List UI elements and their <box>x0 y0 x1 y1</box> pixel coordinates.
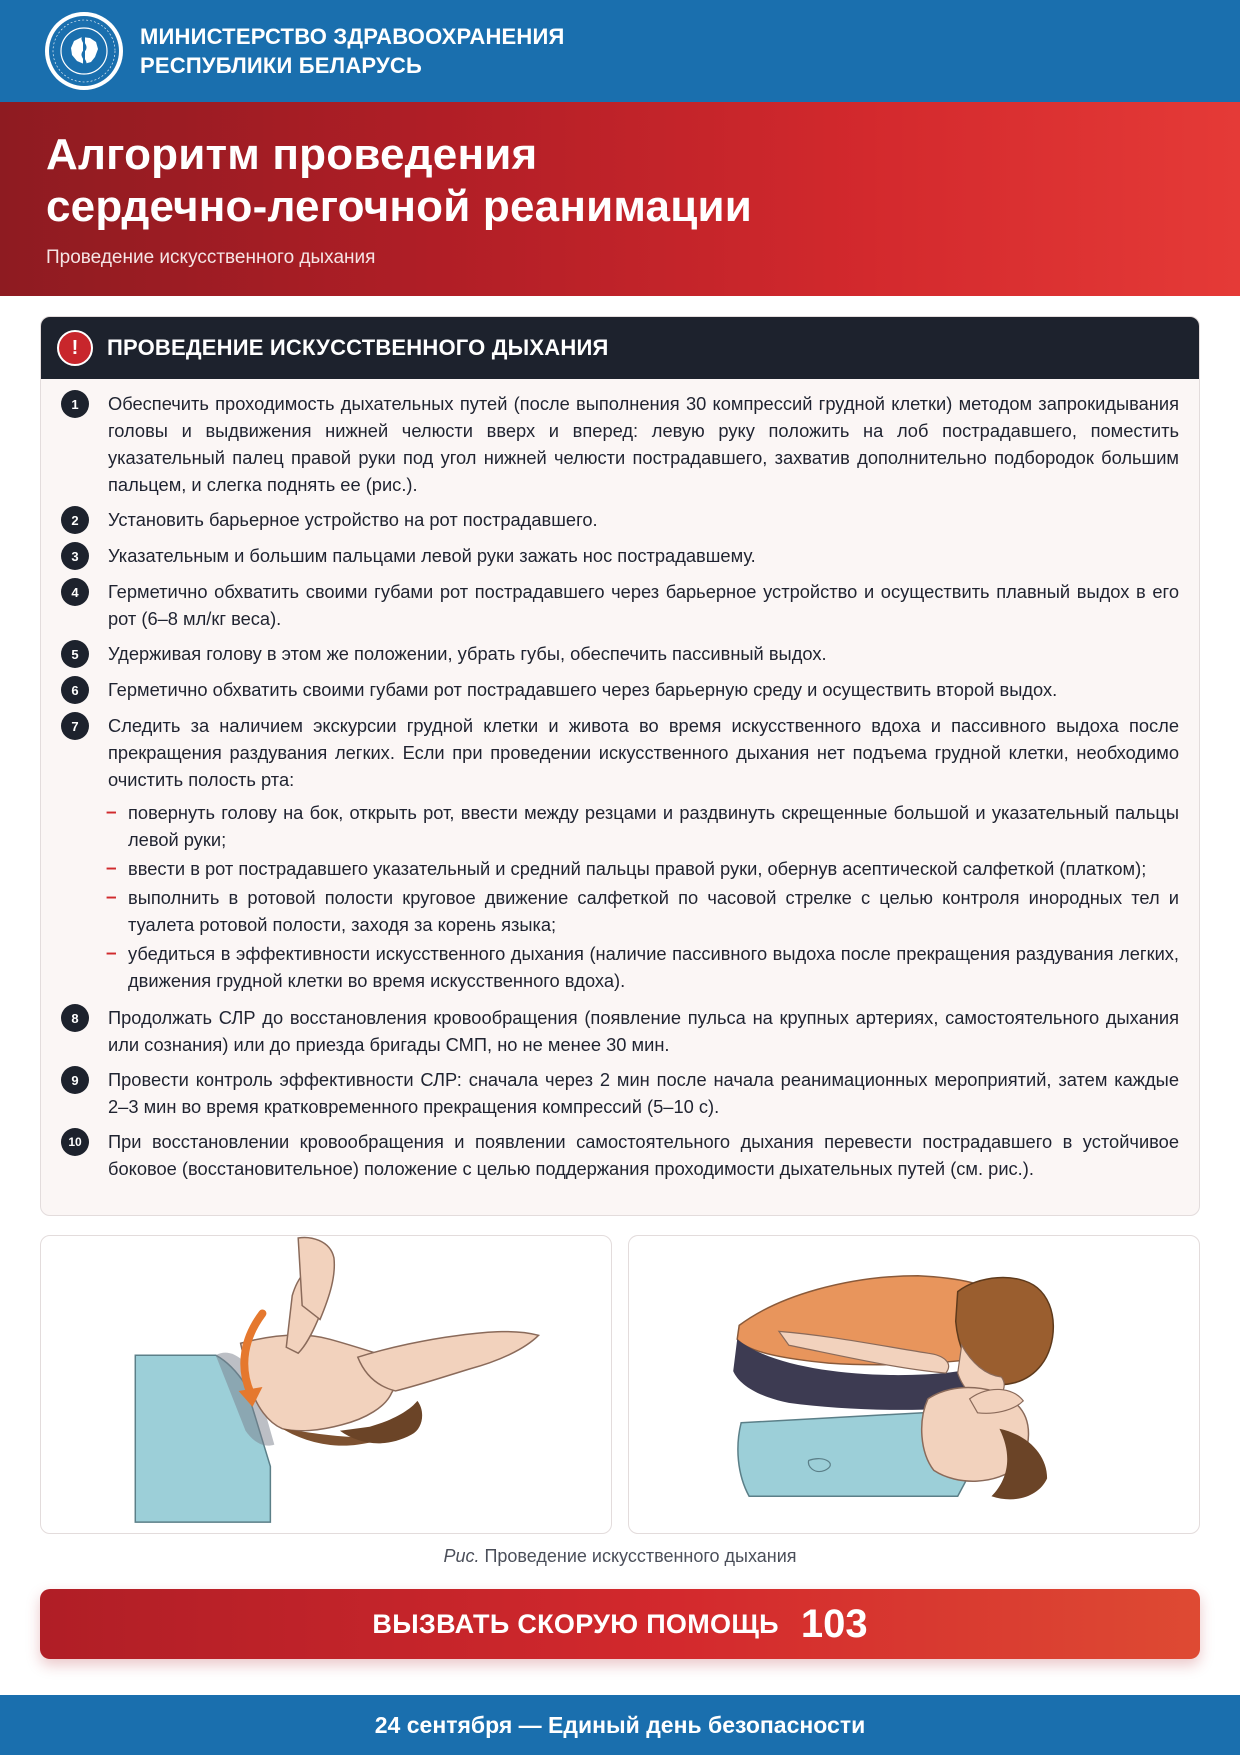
step-text: Герметично обхватить своими губами рот пострадавшего через барьерную среду и осуществить второй выдох. <box>108 679 1058 700</box>
page-title-line2: сердечно-легочной реанимации <box>46 182 752 231</box>
step-number: 10 <box>61 1128 89 1156</box>
dash-bullet-icon: – <box>106 858 117 879</box>
illustration-rescue-breathing <box>628 1235 1200 1534</box>
page-subtitle: Проведение искусственного дыхания <box>46 247 376 268</box>
rescue-breathing-illustration-icon <box>629 1236 1199 1533</box>
card-title: ПРОВЕДЕНИЕ ИСКУССТВЕННОГО ДЫХАНИЯ <box>107 335 609 360</box>
step-text: Обеспечить проходимость дыхательных путей (после выполнения 30 компрессий грудной клетки) методом запрокидывания головы и выдвижения нижней челюсти вверх и вперед: левую руку положить на лоб пострадавшего, поместить указательный палец правой руки под угол нижней челюсти пострадавшего, захватив дополнительно подбородок большим пальцем, и слегка поднять ее (рис.). <box>108 393 1179 495</box>
ministry-header <box>0 0 1240 102</box>
substep-text: убедиться в эффективности искусственного дыхания (наличие пассивного выдоха после прекращения раздувания легких, движения грудной клетки во время искусственного вдоха). <box>128 943 1179 991</box>
substep-text: выполнить в ротовой полости круговое движение салфеткой по часовой стрелке с целью контроля инородных тел и туалета ротовой полости, заходя за корень языка; <box>128 887 1179 935</box>
emergency-number: 103 <box>800 1601 868 1646</box>
step-text: Установить барьерное устройство на рот пострадавшего. <box>108 509 598 530</box>
step-number: 7 <box>61 712 89 740</box>
dash-bullet-icon: – <box>106 802 117 823</box>
step-item <box>61 390 1179 498</box>
ministry-name-line2: РЕСПУБЛИКИ БЕЛАРУСЬ <box>140 53 422 78</box>
instructions-card <box>40 316 1200 1216</box>
step-7-text: Следить за наличием экскурсии грудной клетки и живота во время искусственного вдоха и пассивного выдоха после прекращения раздувания легких. Если при проведении искусственного дыхания нет подъема грудной клетки, необходимо очистить полость рта: <box>108 715 1179 790</box>
step-number: 5 <box>61 640 89 668</box>
step-item <box>61 1066 1179 1120</box>
step-item <box>61 506 1179 534</box>
step-item <box>61 712 1179 996</box>
warning-icon: ! <box>57 330 93 366</box>
caption-text: Проведение искусственного дыхания <box>479 1546 797 1566</box>
caption-prefix: Рис. <box>443 1546 480 1566</box>
step-item <box>61 542 1179 570</box>
call-ambulance-label: ВЫЗВАТЬ СКОРУЮ ПОМОЩЬ <box>372 1608 779 1639</box>
step-number: 9 <box>61 1066 89 1094</box>
step-text: Указательным и большим пальцами левой руки зажать нос пострадавшему. <box>108 545 756 566</box>
head-tilt-illustration-icon <box>41 1236 611 1533</box>
substep-item <box>106 855 1179 882</box>
hero-banner <box>0 102 1240 296</box>
step-text: Удерживая голову в этом же положении, убрать губы, обеспечить пассивный выдох. <box>108 643 827 664</box>
substeps-list <box>106 799 1179 994</box>
step-item <box>61 1128 1179 1182</box>
step-text: Герметично обхватить своими губами рот пострадавшего через барьерное устройство и осуществить плавный выдох в его рот (6–8 мл/кг веса). <box>108 581 1179 629</box>
page-title-line1: Алгоритм проведения <box>46 130 538 179</box>
ministry-emblem-icon <box>44 11 124 91</box>
ministry-name <box>140 22 565 80</box>
footer-bar <box>0 1695 1240 1755</box>
substep-text: повернуть голову на бок, открыть рот, ввести между резцами и раздвинуть скрещенные большой и указательный пальцы левой руки; <box>128 802 1179 850</box>
step-text: Продолжать СЛР до восстановления кровообращения (появление пульса на крупных артериях, самостоятельного дыхания или сознания) или до приезда бригады СМП, но не менее 30 мин. <box>108 1007 1179 1055</box>
step-item <box>61 1004 1179 1058</box>
step-number: 4 <box>61 578 89 606</box>
step-number: 3 <box>61 542 89 570</box>
substep-text: ввести в рот пострадавшего указательный и средний пальцы правой руки, обернув асептической салфеткой (платком); <box>128 858 1147 879</box>
page-title <box>46 129 1194 233</box>
step-item <box>61 640 1179 668</box>
step-text: При восстановлении кровообращения и появлении самостоятельного дыхания перевести пострадавшего в устойчивое боковое (восстановительное) положение с целью поддержания проходимости дыхательных путей (см. рис.). <box>108 1131 1179 1179</box>
step-item <box>61 578 1179 632</box>
step-number: 1 <box>61 390 89 418</box>
step-item <box>61 676 1179 704</box>
card-header <box>41 317 1199 379</box>
footer-text: 24 сентября — Единый день безопасности <box>374 1711 866 1738</box>
dash-bullet-icon: – <box>106 887 117 908</box>
step-number: 6 <box>61 676 89 704</box>
dash-bullet-icon: – <box>106 943 117 964</box>
substep-item <box>106 940 1179 994</box>
illustration-head-tilt <box>40 1235 612 1534</box>
figure-caption <box>0 1546 1240 1567</box>
step-number: 8 <box>61 1004 89 1032</box>
ministry-name-line1: МИНИСТЕРСТВО ЗДРАВООХРАНЕНИЯ <box>140 24 565 49</box>
step-text <box>108 712 1179 996</box>
step-text: Провести контроль эффективности СЛР: сначала через 2 мин после начала реанимационных мероприятий, затем каждые 2–3 мин во время кратковременного прекращения компрессий (5–10 с). <box>108 1069 1179 1117</box>
steps-list <box>41 379 1199 1182</box>
step-number: 2 <box>61 506 89 534</box>
call-ambulance-banner <box>40 1589 1200 1659</box>
substep-item <box>106 884 1179 938</box>
substep-item <box>106 799 1179 853</box>
